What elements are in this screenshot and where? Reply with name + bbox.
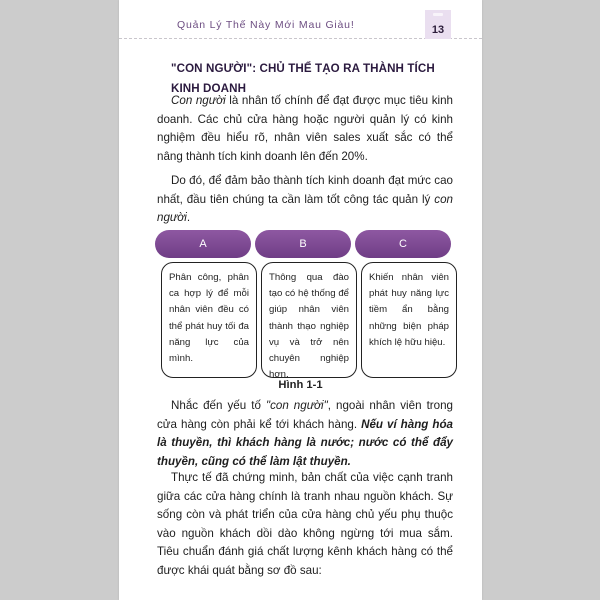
paragraph-1-text: là nhân tố chính để đạt được mục tiêu kinh doanh. Các chủ cửa hàng hoặc người quản lý có kinh nghiệm đều hiểu rõ, nhân viên sales xuất sắc có thể nâng thành tích kinh doanh lên đến 20%. xyxy=(157,94,453,163)
figure-label-c: C xyxy=(355,230,451,258)
figure-box-c: Khiến nhân viên phát huy năng lực tiềm ẩn bằng những biện pháp khích lệ hữu hiệu. xyxy=(361,262,457,378)
paragraph-3-start: Nhắc đến yếu tố xyxy=(171,399,266,412)
paragraph-4-text: Thực tế đã chứng minh, bản chất của việc cạnh tranh giữa các cửa hàng chính là tranh nhau nguồn khách. Sự sống còn và phát triển của cửa hàng chủ yếu phụ thuộc vào nguồn khách dồi dào không ngừng tới mua sắm. Tiêu chuẩn đánh giá chất lượng kênh khách hàng có thể được khái quát bằng sơ đồ sau: xyxy=(157,471,453,577)
paragraph-2-text: Do đó, để đảm bảo thành tích kinh doanh đạt mức cao nhất, đầu tiên chúng ta cần làm tốt công tác quản lý xyxy=(157,174,453,206)
running-title: Quản Lý Thế Này Mới Mau Giàu! xyxy=(177,19,355,31)
section-heading-line-2: KINH DOANH xyxy=(171,82,247,95)
figure-label-a: A xyxy=(155,230,251,258)
running-header xyxy=(119,0,482,39)
figure-box-a: Phân công, phân ca hợp lý để mỗi nhân viên đều có thể phát huy tối đa năng lực của mình. xyxy=(161,262,257,378)
paragraph-1 xyxy=(157,92,453,166)
page-number-tab xyxy=(425,10,451,39)
paragraph-4 xyxy=(157,469,453,580)
paragraph-1-emphasis: Con người xyxy=(171,94,226,107)
paragraph-3-proverb: Nếu ví hàng hóa là thuyền, thì khách hàng là nước; nước có thể đẩy thuyền, cũng có thể làm lật thuyền. xyxy=(157,417,453,468)
paragraph-2-end: . xyxy=(186,211,191,224)
figure-caption: Hình 1-1 xyxy=(278,379,323,391)
section-heading-line-1: "CON NGƯỜI": CHỦ THỂ TẠO RA THÀNH TÍCH xyxy=(171,62,435,75)
paragraph-3-mid: , ngoài nhân viên trong cửa hàng còn phải kể tới khách hàng. xyxy=(157,399,453,431)
paragraph-3 xyxy=(157,397,453,471)
figure-box-b: Thông qua đào tạo có hệ thống để giúp nhân viên thành thạo nghiệp vụ và trở nên chuyên nghiệp hơn. xyxy=(261,262,357,378)
paragraph-3-quote: "con người" xyxy=(265,399,328,412)
figure-label-b: B xyxy=(255,230,351,258)
book-page xyxy=(119,0,482,600)
paragraph-2-emphasis: con người xyxy=(157,192,453,224)
paragraph-2 xyxy=(157,172,453,228)
page-number: 13 xyxy=(431,24,445,36)
